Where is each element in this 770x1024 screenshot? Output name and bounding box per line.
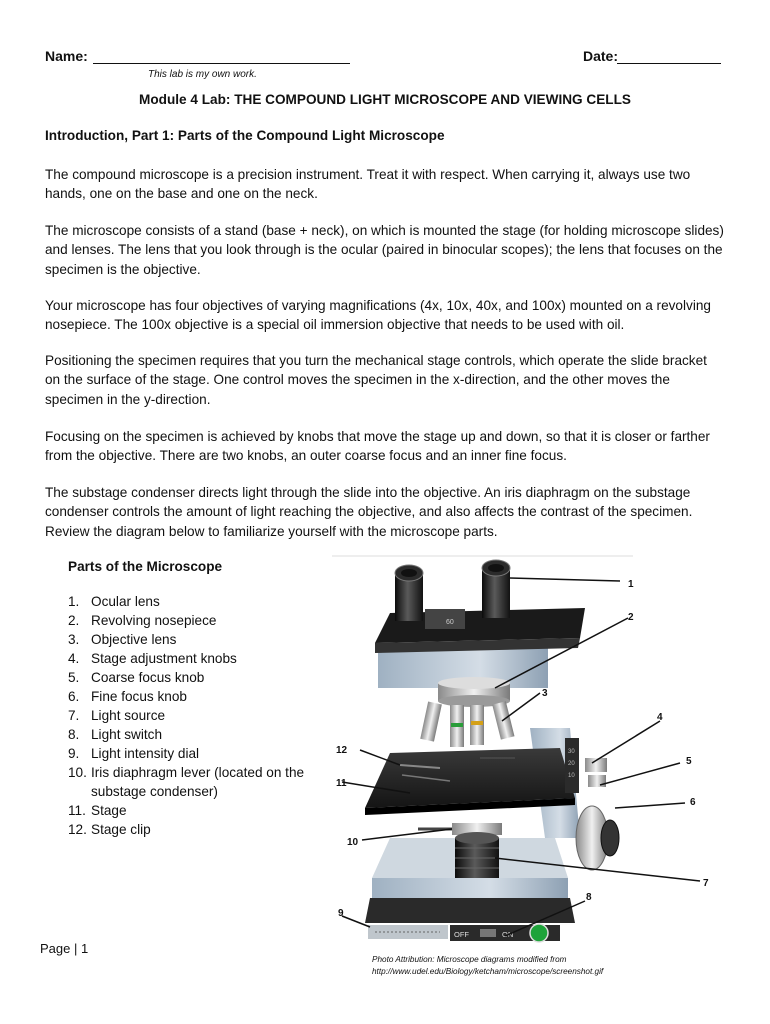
microscope-diagram — [330, 553, 730, 953]
revolving-nosepiece-icon — [438, 677, 510, 707]
svg-text:11: 11 — [336, 778, 347, 789]
parts-heading: Parts of the Microscope — [68, 559, 223, 574]
list-item: 11. Stage — [68, 803, 127, 818]
objective-lens-icon — [420, 701, 514, 747]
list-item: 2. Revolving nosepiece — [68, 613, 217, 628]
svg-text:8: 8 — [586, 892, 592, 903]
paragraph-handling: The compound microscope is a precision instrument. Treat it with respect. When carrying it, always use two hands, one on the base and one on the neck. — [45, 167, 691, 202]
list-item: 4. Stage adjustment knobs — [68, 651, 237, 666]
list-item: 3. Objective lens — [68, 632, 177, 647]
list-item: 1. Ocular lens — [68, 594, 160, 609]
svg-text:1: 1 — [628, 579, 634, 590]
name-label: Name: — [45, 48, 88, 64]
list-item: 6. Fine focus knob — [68, 689, 187, 704]
svg-text:3: 3 — [542, 688, 548, 699]
svg-text:7: 7 — [703, 878, 709, 889]
photo-attribution: Photo Attribution: Microscope diagrams modified from http://www.udel.edu/Biology/ketcham/microscope/screenshot.gif — [372, 955, 604, 976]
list-item: 8. Light switch — [68, 727, 163, 742]
svg-text:ON: ON — [502, 930, 514, 939]
svg-text:6: 6 — [690, 797, 696, 808]
svg-text:10: 10 — [347, 837, 359, 848]
paragraph-structure: The microscope consists of a stand (base + neck), on which is mounted the stage (for holding microscope slides) and lenses. The lens that you look through is the ocular (paired in binocular scopes); the lens that focuses on the specimen is the objective. — [45, 223, 724, 277]
list-item: 7. Light source — [68, 708, 166, 723]
light-intensity-dial-icon — [368, 925, 448, 939]
fine-focus-knob-icon — [601, 820, 619, 856]
svg-text:12: 12 — [336, 745, 348, 756]
paragraph-condenser: The substage condenser directs light through the slide into the objective. An iris diaphragm on the substage condenser controls the amount of light reaching the objective, and also affects the contrast of the specimen. Review the diagram below to familiarize yourself with the microscope parts. — [45, 485, 693, 539]
stage-icon — [365, 748, 575, 815]
page-title: Module 4 Lab: THE COMPOUND LIGHT MICROSCOPE AND VIEWING CELLS — [139, 92, 631, 107]
svg-text:4: 4 — [657, 712, 663, 723]
list-item: 12. Stage clip — [68, 822, 151, 837]
date-field-line[interactable] — [617, 63, 721, 64]
paragraph-objectives: Your microscope has four objectives of varying magnifications (4x, 10x, 40x, and 100x) mounted on a revolving nosepiece. The 100x objective is a special oil immersion objective that needs to be used with oil. — [45, 298, 711, 333]
section-heading: Introduction, Part 1: Parts of the Compound Light Microscope — [45, 128, 445, 143]
light-switch-icon — [450, 924, 560, 942]
parts-list — [68, 592, 323, 839]
list-item: 5. Coarse focus knob — [68, 670, 205, 685]
svg-text:60: 60 — [446, 619, 454, 626]
svg-text:30: 30 — [568, 749, 575, 755]
page-number: Page | 1 — [40, 941, 89, 956]
light-source-icon — [455, 832, 499, 878]
svg-text:5: 5 — [686, 756, 692, 767]
svg-text:9: 9 — [338, 908, 344, 919]
paragraph-positioning: Positioning the specimen requires that you turn the mechanical stage controls, which operate the slide bracket on the surface of the stage. One control moves the specimen in the x-direction, and the other moves the specimen in the y-direction. — [45, 353, 707, 407]
paragraph-focusing: Focusing on the specimen is achieved by knobs that move the stage up and down, so that it is closer or farther from the objective. There are two knobs, an outer coarse focus and an inner fine focus. — [45, 429, 710, 464]
own-work-statement: This lab is my own work. — [148, 69, 257, 80]
name-field-line[interactable] — [93, 63, 350, 64]
date-label: Date: — [583, 48, 619, 64]
svg-text:20: 20 — [568, 761, 575, 767]
list-item: 9. Light intensity dial — [68, 746, 200, 761]
list-item: 10. Iris diaphragm lever (located on the substage condenser) — [68, 765, 305, 799]
svg-text:2: 2 — [628, 612, 634, 623]
svg-text:OFF: OFF — [454, 930, 469, 939]
svg-text:10: 10 — [568, 773, 575, 779]
